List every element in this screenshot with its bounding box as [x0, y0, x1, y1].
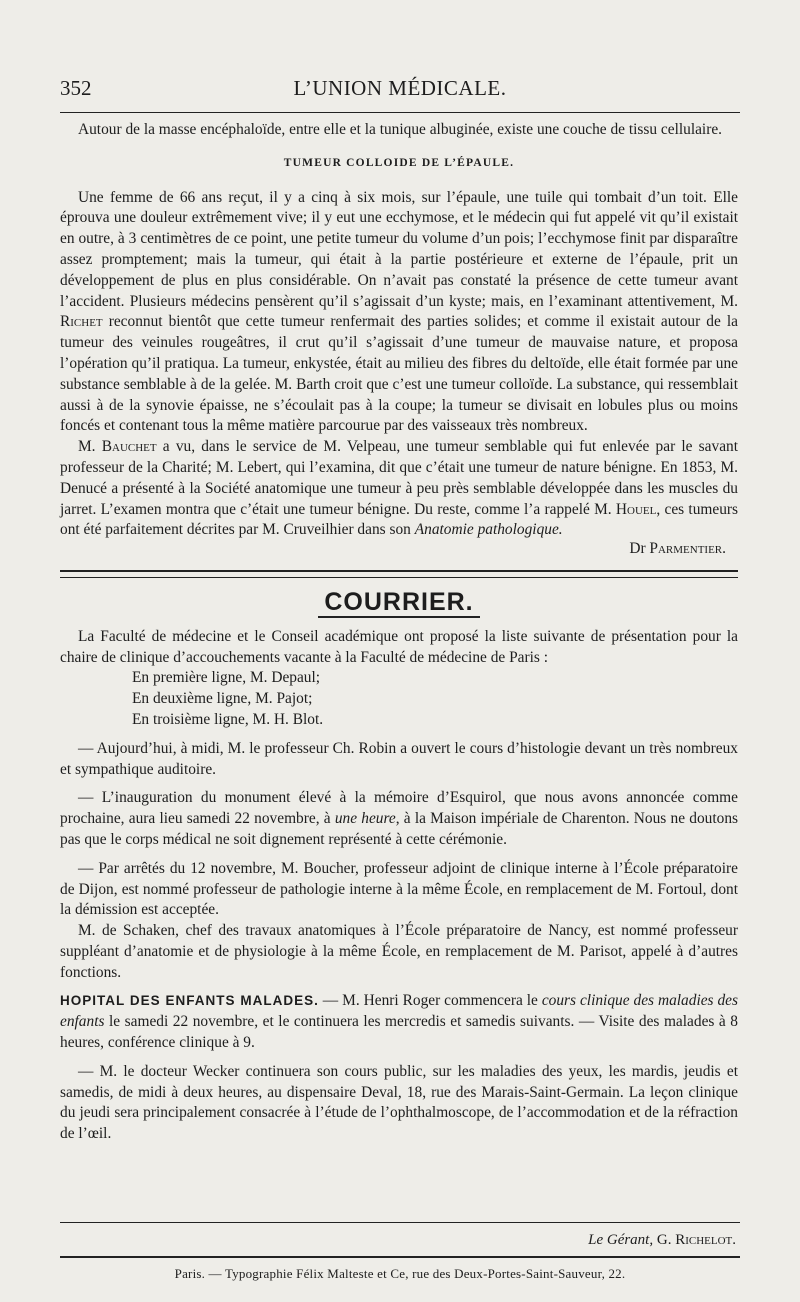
list-item: En troisième ligne, M. H. Blot.	[132, 710, 324, 728]
courrier-paragraph-7: — M. le docteur Wecker continuera son cours public, sur les maladies des yeux, les mardis, jeudis et samedis, de midi à deux heures, au dispensaire Deval, 18, rue des Marais-Saint-Germain. La leçon clinique du jeudi sera principalement consacrée à l’étude de l’ophthalmoscope, de l’accommodation et de la réfraction de l’œil.	[60, 1062, 738, 1143]
footer-rule	[60, 1222, 740, 1223]
courrier-paragraph-4: — Par arrêtés du 12 novembre, M. Boucher, professeur adjoint de clinique interne à l’École préparatoire de Dijon, est nommé professeur de pathologie interne à la même École, en remplacement de M. Fortoul, dont la démission est acceptée.	[60, 859, 738, 919]
list-item: En deuxième ligne, M. Pajot;	[132, 690, 313, 708]
list-item: En première ligne, M. Depaul;	[132, 669, 321, 687]
book-title: Anatomie pathologique.	[414, 521, 563, 539]
hospital-name: HOPITAL DES ENFANTS MALADES.	[60, 993, 319, 1009]
article-body	[60, 120, 738, 1145]
intro-paragraph: Autour de la masse encéphaloïde, entre elle et la tunique albuginée, existe une couche de tissu cellulaire.	[78, 121, 723, 138]
courrier-paragraph-5: M. de Schaken, chef des travaux anatomiques à l’École préparatoire de Nancy, est nommé professeur suppléant d’anatomie et de physiologie à la même École, en remplacement de M. Parisot, appelé à d’autres fonctions.	[60, 922, 738, 981]
manager-signature: Le Gérant, G. Richelot.	[588, 1232, 736, 1248]
courrier-paragraph-1: La Faculté de médecine et le Conseil académique ont proposé la liste suivante de présentation pour la chaire de clinique d’accouchements vacante à la Faculté de médecine de Paris :	[60, 627, 738, 666]
case-paragraph-1: Une femme de 66 ans reçut, il y a cinq à six mois, sur l’épaule, une tuile qui tombait d’un toit. Elle éprouva une douleur extrêmement vive; il y eut une ecchymose, et le médecin qui fut appelé vit qu’il existait en outre, à 3 centimètres de ce point, une petite tumeur du volume d’un pois; l’ecchymose finit par disparaître assez promptement; mais la tumeur, qui était à la partie postérieure et externe de l’épaule, prit un développement de plus en plus considérable. On n’avait pas constaté la présence de cette tumeur avant l’accident. Plusieurs médecins pensèrent qu’il s’agissait d’un kyste; mais, en l’examinant attentivement, M. Richet reconnut bientôt que cette tumeur renfermait des parties solides; et comme il existait autour de la tumeur des veinules rougeâtres, il crut qu’il s’agissait d’une tumeur de mauvaise nature, et proposa l’opération qu’il pratiqua. La tumeur, enkystée, était au milieu des fibres du deltoïde, elle était formée par une substance semblable à de la gelée. M. Barth croit que c’est une tumeur colloïde. La substance, qui ressemblait aussi à de la synovie épaisse, ne s’écoulait pas à la coupe; la tumeur se divisait en lobules plus ou moins foncés et contenant tous la même matière parcourue par des vaisseaux très nombreux.	[60, 188, 738, 435]
surgeon-name: Richet	[60, 313, 103, 331]
header-rule	[60, 112, 740, 113]
author-name-2: Houel	[615, 500, 657, 518]
printer-imprint: Paris. — Typographie Félix Malteste et Ce, rue des Deux-Portes-Saint-Sauveur, 22.	[174, 1266, 626, 1281]
running-title: L’UNION MÉDICALE.	[293, 76, 507, 100]
case-paragraph-2: M. Bauchet a vu, dans le service de M. Velpeau, une tumeur semblable qui fut enlevée par le savant professeur de la Charité; M. Lebert, qui l’examina, dit que c’était une tumeur de nature bénigne. En 1853, M. Denucé a présenté à la Société anatomique une tumeur à peu près semblable développée dans les muscles du jarret. L’examen montra que c’était une tumeur bénigne. Du reste, comme l’a rappelé M. Houel, ces tumeurs ont été parfaitement décrites par M. Cruveilhier dans son Anatomie pathologique.	[60, 438, 739, 539]
article-signature: Dr Parmentier.	[629, 540, 726, 558]
page-header	[60, 76, 740, 106]
page-number: 352	[60, 76, 92, 100]
courrier-paragraph-6: HOPITAL DES ENFANTS MALADES. — M. Henri Roger commencera le cours clinique des maladies des enfants le samedi 22 novembre, et le continuera les mercredis et samedis suivants. — Visite des malades à 8 heures, conférence clinique à 9.	[60, 992, 739, 1052]
section-heading: TUMEUR COLLOIDE DE L’ÉPAULE.	[283, 156, 515, 169]
section-divider	[60, 570, 738, 578]
footer-rule-2	[60, 1256, 740, 1258]
author-name: Bauchet	[101, 438, 157, 456]
courrier-paragraph-2: — Aujourd’hui, à midi, M. le professeur Ch. Robin a ouvert le cours d’histologie devant un très nombreux et sympathique auditoire.	[60, 739, 738, 778]
courrier-paragraph-3: — L’inauguration du monument élevé à la mémoire d’Esquirol, que nous avons annoncée comme prochaine, aura lieu samedi 22 novembre, à une heure, à la Maison impériale de Charenton. Nous ne doutons pas que le corps médical ne soit dignement représenté à cette cérémonie.	[60, 789, 738, 848]
courrier-heading: COURRIER.	[60, 592, 738, 613]
